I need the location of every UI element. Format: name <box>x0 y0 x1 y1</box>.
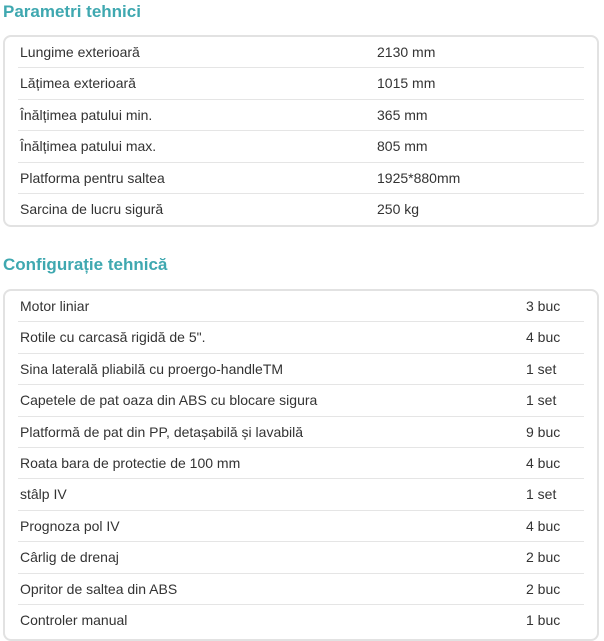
spec-value: 250 kg <box>377 200 420 217</box>
config-item-quantity: 4 buc <box>526 517 561 534</box>
config-item-quantity: 1 set <box>526 392 557 409</box>
config-item-quantity: 1 set <box>526 486 557 503</box>
table-row <box>18 574 584 605</box>
table-row <box>18 417 584 448</box>
config-item-label: Prognoza pol IV <box>20 517 120 534</box>
spec-label: Înălțimea patului min. <box>20 106 153 123</box>
config-item-label: Controler manual <box>20 611 128 628</box>
table-row <box>18 354 584 385</box>
spec-value: 1925*880mm <box>377 169 461 186</box>
config-item-quantity: 4 buc <box>526 329 561 346</box>
table-row <box>18 511 584 542</box>
config-item-label: stâlp IV <box>20 486 67 503</box>
specs-rows <box>18 37 584 225</box>
table-row <box>18 385 584 416</box>
spec-value: 805 mm <box>377 138 428 155</box>
spec-label: Lungime exterioară <box>20 44 140 60</box>
config-item-label: Rotile cu carcasă rigidă de 5". <box>20 329 206 346</box>
table-row <box>18 37 584 68</box>
specs-section-title: Parametri tehnici <box>3 2 141 21</box>
table-row <box>18 542 584 573</box>
config-item-label: Sina laterală pliabilă cu proergo-handleTM <box>20 360 284 377</box>
config-item-quantity: 2 buc <box>526 580 561 597</box>
config-table <box>3 289 599 641</box>
config-item-quantity: 4 buc <box>526 454 561 471</box>
config-item-label: Platformă de pat din PP, detașabilă și lavabilă <box>20 423 304 440</box>
config-item-label: Cârlig de drenaj <box>20 549 119 566</box>
config-item-quantity: 1 set <box>526 360 557 377</box>
table-row <box>18 479 584 510</box>
spec-label: Platforma pentru saltea <box>20 169 165 186</box>
config-item-label: Motor liniar <box>20 298 90 314</box>
spec-value: 1015 mm <box>377 75 436 92</box>
table-row <box>18 131 584 162</box>
spec-value: 2130 mm <box>377 44 436 60</box>
config-item-label: Capetele de pat oaza din ABS cu blocare sigura <box>20 392 318 409</box>
table-row <box>18 605 584 636</box>
specs-table <box>3 35 599 227</box>
table-row <box>18 448 584 479</box>
table-row <box>18 100 584 131</box>
spec-label: Înălțimea patului max. <box>20 138 157 155</box>
config-rows <box>18 291 584 636</box>
config-item-label: Opritor de saltea din ABS <box>20 580 178 597</box>
table-row <box>18 291 584 322</box>
table-row <box>18 163 584 194</box>
config-section-title: Configurație tehnică <box>3 255 168 274</box>
config-item-quantity: 1 buc <box>526 611 561 628</box>
spec-value: 365 mm <box>377 106 428 123</box>
table-row <box>18 194 584 225</box>
table-row <box>18 322 584 353</box>
table-row <box>18 68 584 99</box>
spec-label: Sarcina de lucru sigură <box>20 200 164 217</box>
spec-label: Lățimea exterioară <box>20 75 136 92</box>
config-item-label: Roata bara de protectie de 100 mm <box>20 454 241 471</box>
config-item-quantity: 9 buc <box>526 423 561 440</box>
config-item-quantity: 2 buc <box>526 549 561 566</box>
config-item-quantity: 3 buc <box>526 298 561 314</box>
